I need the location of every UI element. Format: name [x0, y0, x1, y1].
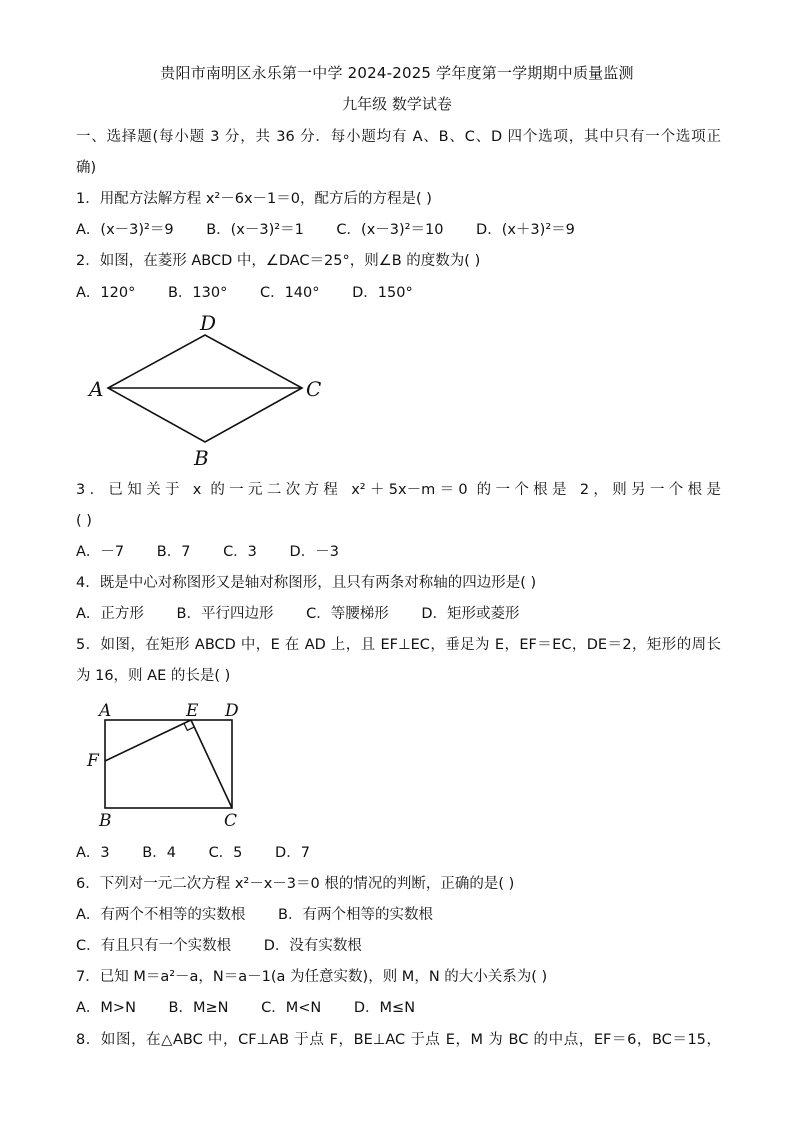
q1-option-b: B．(x－3)²＝1	[206, 222, 304, 238]
q3-option-c: C．3	[223, 544, 257, 560]
label-a: A	[89, 377, 104, 401]
q2-option-b: B．130°	[167, 285, 228, 301]
q2-option-c: C．140°	[259, 285, 320, 301]
q1-stem: 1．用配方法解方程 x²－6x－1＝0，配方后的方程是( )	[76, 191, 432, 207]
q3-option-d: D．－3	[289, 544, 339, 560]
q4-option-b: B．平行四边形	[176, 606, 274, 622]
q6-options-row1	[76, 905, 721, 925]
q5-options	[76, 843, 721, 863]
q4-option-a: A．正方形	[76, 606, 144, 622]
q7-option-a: A．M>N	[76, 1000, 136, 1016]
q5-option-a: A．3	[76, 845, 110, 861]
label-c: C	[306, 377, 322, 401]
q2-option-d: D．150°	[352, 285, 413, 301]
label-a: A	[99, 701, 112, 721]
q6-stem: 6．下列对一元二次方程 x²－x－3＝0 根的情况的判断，正确的是( )	[76, 876, 515, 892]
q1-option-d: D．(x＋3)²＝9	[476, 222, 575, 238]
q2-stem: 2．如图，在菱形 ABCD 中，∠DAC＝25°，则∠B 的度数为( )	[76, 253, 481, 269]
section-heading-cont: 确)	[76, 160, 97, 176]
q1-option-a: A．(x－3)²＝9	[76, 222, 174, 238]
rhombus-figure	[80, 308, 340, 473]
q6-option-a: A．有两个不相等的实数根	[76, 907, 246, 923]
q4-options	[76, 604, 721, 624]
q4-option-c: C．等腰梯形	[306, 606, 389, 622]
q5-option-c: C．5	[208, 845, 243, 861]
q2-options	[76, 283, 721, 303]
section-heading: 一、选择题(每小题 3 分，共 36 分．每小题均有 A、B、C、D 四个选项，其中只有一个选项正	[76, 129, 721, 145]
q7-options	[76, 998, 721, 1018]
q3-options	[76, 542, 721, 562]
q7-option-c: C．M<N	[261, 1000, 322, 1016]
q5-stem-cont: 为 16，则 AE 的长是( )	[76, 668, 231, 684]
label-b: B	[194, 446, 209, 470]
q7-option-b: B．M≥N	[168, 1000, 229, 1016]
q5-option-d: D．7	[275, 845, 310, 861]
q6-options-row2	[76, 936, 721, 956]
q4-stem: 4．既是中心对称图形又是轴对称图形，且只有两条对称轴的四边形是( )	[76, 575, 537, 591]
label-b: B	[99, 811, 112, 831]
q3-stem: 3．已知关于 x 的一元二次方程 x²＋5x－m＝0 的一个根是 2，则另一个根是	[76, 482, 721, 498]
q5-stem: 5．如图，在矩形 ABCD 中，E 在 AD 上，且 EF⊥EC，垂足为 E，EF＝EC，DE＝2，矩形的周长	[76, 637, 721, 653]
q1-options	[76, 220, 721, 240]
q2-option-a: A．120°	[76, 285, 136, 301]
segment-ec	[191, 720, 232, 808]
label-d: D	[225, 701, 239, 721]
exam-title: 贵阳市南明区永乐第一中学 2024-2025 学年度第一学期期中质量监测	[160, 64, 634, 82]
q7-option-d: D．M≤N	[353, 1000, 416, 1016]
q3-option-b: B．7	[156, 544, 191, 560]
q6-option-d: D．没有实数根	[263, 938, 362, 954]
label-e: E	[186, 701, 199, 721]
q3-option-a: A．－7	[76, 544, 125, 560]
q7-stem: 7．已知 M＝a²－a，N＝a－1(a 为任意实数)，则 M，N 的大小关系为( )	[76, 969, 548, 985]
q1-option-c: C．(x－3)²＝10	[336, 222, 444, 238]
q3-stem-cont: ( )	[76, 513, 92, 529]
label-c: C	[224, 811, 238, 831]
rectangle-abcd	[105, 720, 232, 808]
q6-option-c: C．有且只有一个实数根	[76, 938, 232, 954]
exam-subtitle: 九年级 数学试卷	[342, 95, 452, 113]
q6-option-b: B．有两个相等的实数根	[278, 907, 433, 923]
rectangle-figure	[82, 697, 262, 837]
segment-ef	[105, 720, 191, 761]
label-d: D	[200, 311, 217, 335]
q8-stem: 8．如图，在△ABC 中，CF⊥AB 于点 F，BE⊥AC 于点 E，M 为 BC 的中点，EF＝6，BC＝15，	[76, 1032, 721, 1048]
label-f: F	[87, 751, 99, 771]
q5-option-b: B．4	[142, 845, 176, 861]
q4-option-d: D．矩形或菱形	[421, 606, 520, 622]
